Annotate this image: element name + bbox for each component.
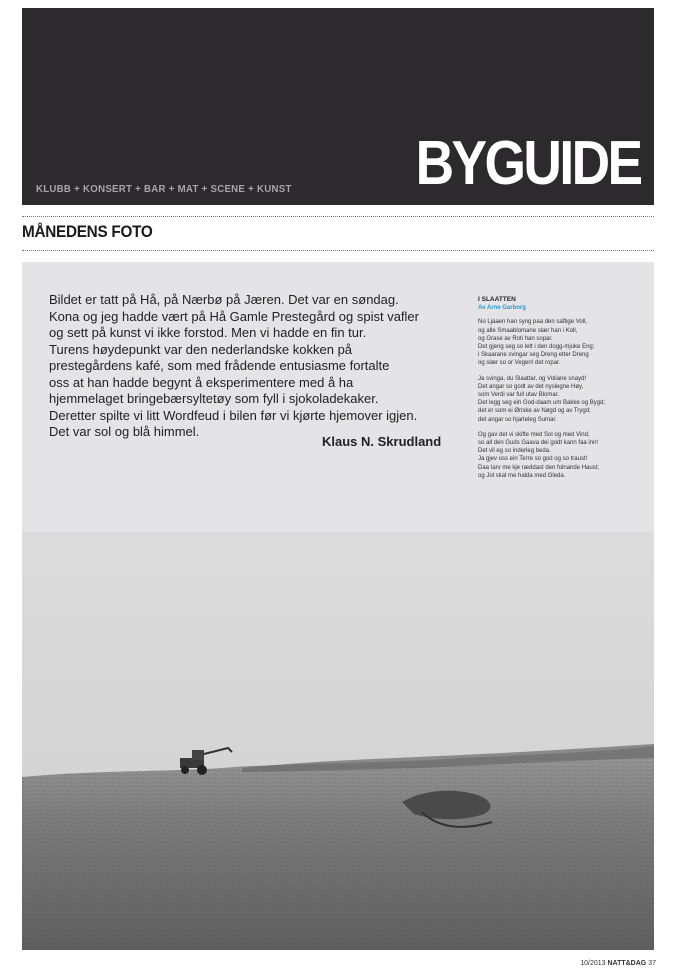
- magazine-name: NATT&DAG: [607, 960, 647, 967]
- masthead: [22, 8, 654, 205]
- field-landscape-photo: [22, 532, 654, 950]
- photo-caption: Bildet er tatt på Hå, på Nærbø på Jæren. Det var en søndag. Kona og jeg hadde vært på Hå Gamle Prestegård og spist vafler og sett på kunst vi ikke forstod. Men vi hadde en fin tur. Turens høydepunkt var den nederlandske kokken på prestegårdens kafé, som med frådende entusiasme fortalte oss at han hadde begynt å eksperimentere med å ha hjemmelaget bringebærsyltetøy som fyll i sjokoladekaker. Deretter spilte vi litt Wordfeud i bilen før vi kjørte hjemover igjen. Det var sol og blå himmel.: [49, 292, 419, 439]
- divider-top: [22, 216, 654, 217]
- poem-title: I SLAATTEN: [478, 296, 516, 303]
- featured-photo: [22, 532, 654, 950]
- poem-stanza: Ja svinga, du Slaattar, og Voliane snayd! Det angar so godt av det nyslegne Høy, som Verdi var full utav Blomar. Det legg seg ein God-daam um Bakke og Bygd; det er som ei Ønske av Nøgd og av Trygd; det angar so hjarteleg Sumar.: [478, 375, 606, 423]
- caption-panel: [22, 262, 654, 532]
- poem-stanza: No Ljaaen han syng paa den saftige Voll, og alle Smaablomane slær han i Koll, og Grase av Roti han sopar. Det gjeng seg so lett i den dogg-mjuke Eng; i Skaarane svingar seg Dreng etter Dreng og slær so or Vegen! det ropar.: [478, 319, 595, 367]
- poem-author: Av Arne Garborg: [478, 305, 526, 312]
- page-footer: [580, 960, 656, 967]
- divider-bottom: [22, 250, 654, 251]
- category-list: KLUBB + KONSERT + BAR + MAT + SCENE + KUNST: [36, 183, 292, 195]
- section-brand: BYGUIDE: [415, 129, 640, 198]
- poem-stanza: Og gav det vi skifte med Sol og med Vind, so all den Guds Gaava dei godt kann faa inn! Det vil eg so inderleg beda. Ja gjev oss ein Terre so god og so traust! Daa tarv me kje ræddast den folnande Haust; og Jol skal me halda med Gleda.: [478, 431, 600, 479]
- issue-number: 10/2013: [580, 960, 606, 967]
- poem-sidebar: [478, 296, 648, 487]
- page-number: 37: [648, 960, 656, 967]
- photographer-name: Klaus N. Skrudland: [322, 434, 442, 449]
- section-title: MÅNEDENS FOTO: [22, 222, 153, 241]
